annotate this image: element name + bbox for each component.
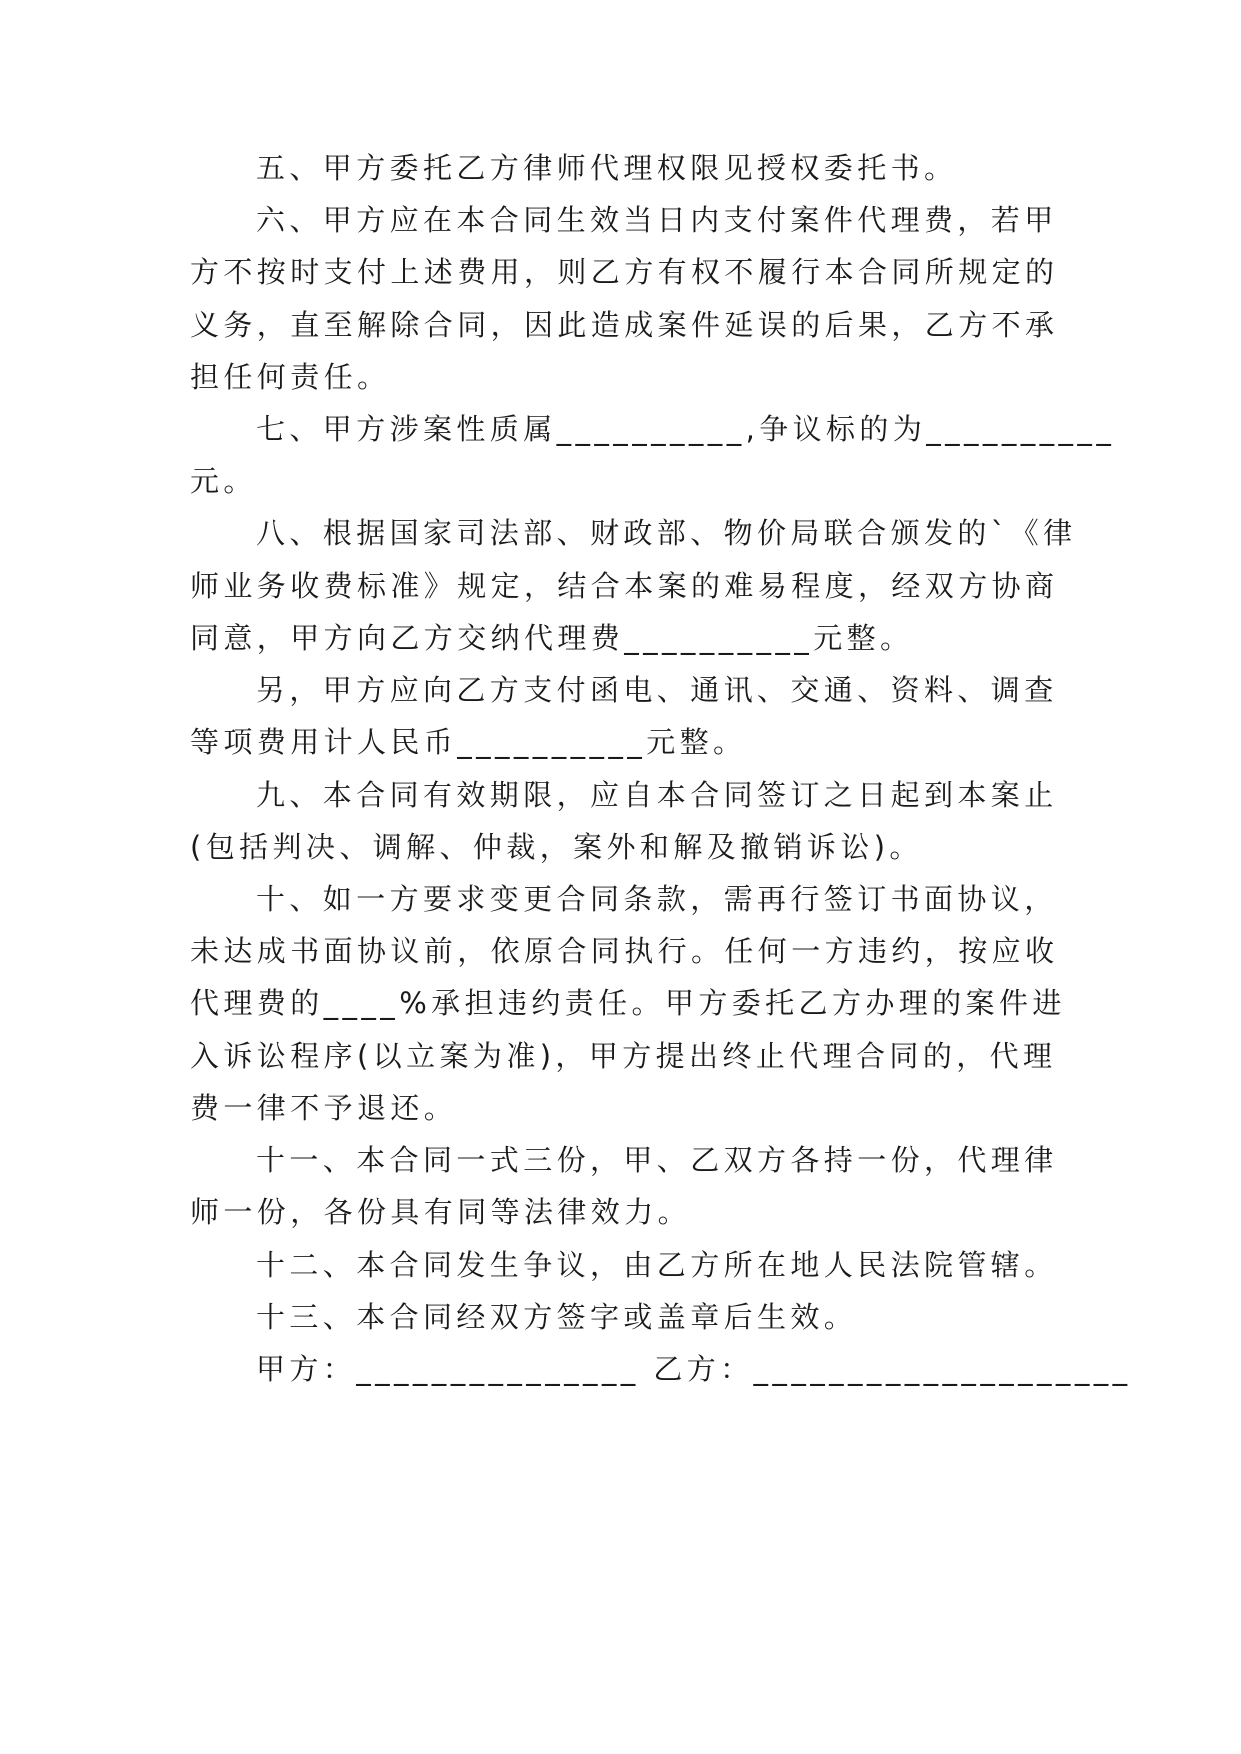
clause-9-line-2: (包括判决、调解、仲裁，案外和解及撤销诉讼)。 (190, 830, 923, 864)
clause-6-line-4: 担任何责任。 (190, 360, 391, 394)
clause-5-line-1: 五、甲方委托乙方律师代理权限见授权委托书。 (256, 151, 958, 185)
clause-11-line-1: 十一、本合同一式三份，甲、乙双方各持一份，代理律 (256, 1143, 1058, 1177)
clause-11-line-2: 师一份，各份具有同等法律效力。 (190, 1195, 692, 1229)
clause-8-line-3: 同意，甲方向乙方交纳代理费__________元整。 (190, 621, 914, 655)
clause-7-line-1: 七、甲方涉案性质属__________,争议标的为__________ (256, 412, 1116, 446)
clause-8-line-2: 师业务收费标准》规定，结合本案的难易程度，经双方协商 (190, 569, 1059, 603)
clause-10-line-3: 代理费的____%承担违约责任。甲方委托乙方办理的案件进 (190, 986, 1066, 1020)
clause-10-line-5: 费一律不予退还。 (190, 1091, 458, 1125)
extra-fee-line-1: 另，甲方应向乙方支付函电、通讯、交通、资料、调查 (256, 673, 1058, 707)
clause-6-line-3: 义务，直至解除合同，因此造成案件延误的后果，乙方不承 (190, 308, 1059, 342)
clause-13-line-1: 十三、本合同经双方签字或盖章后生效。 (256, 1300, 858, 1334)
clause-6-line-2: 方不按时支付上述费用，则乙方有权不履行本合同所规定的 (190, 255, 1059, 289)
clause-10-line-2: 未达成书面协议前，依原合同执行。任何一方违约，按应收 (190, 934, 1059, 968)
clause-10-line-1: 十、如一方要求变更合同条款，需再行签订书面协议， (256, 882, 1058, 916)
clause-9-line-1: 九、本合同有效期限，应自本合同签订之日起到本案止 (256, 778, 1058, 812)
clause-7-line-2: 元。 (190, 464, 257, 498)
clause-8-line-1: 八、根据国家司法部、财政部、物价局联合颁发的`《律 (256, 516, 1077, 550)
extra-fee-line-2: 等项费用计人民币__________元整。 (190, 725, 747, 759)
clause-6-line-1: 六、甲方应在本合同生效当日内支付案件代理费，若甲 (256, 203, 1058, 237)
clause-12-line-1: 十二、本合同发生争议，由乙方所在地人民法院管辖。 (256, 1248, 1058, 1282)
signature-line: 甲方：_______________ 乙方：____________________ (256, 1352, 1132, 1386)
clause-10-line-4: 入诉讼程序(以立案为准)，甲方提出终止代理合同的，代理 (190, 1039, 1057, 1073)
